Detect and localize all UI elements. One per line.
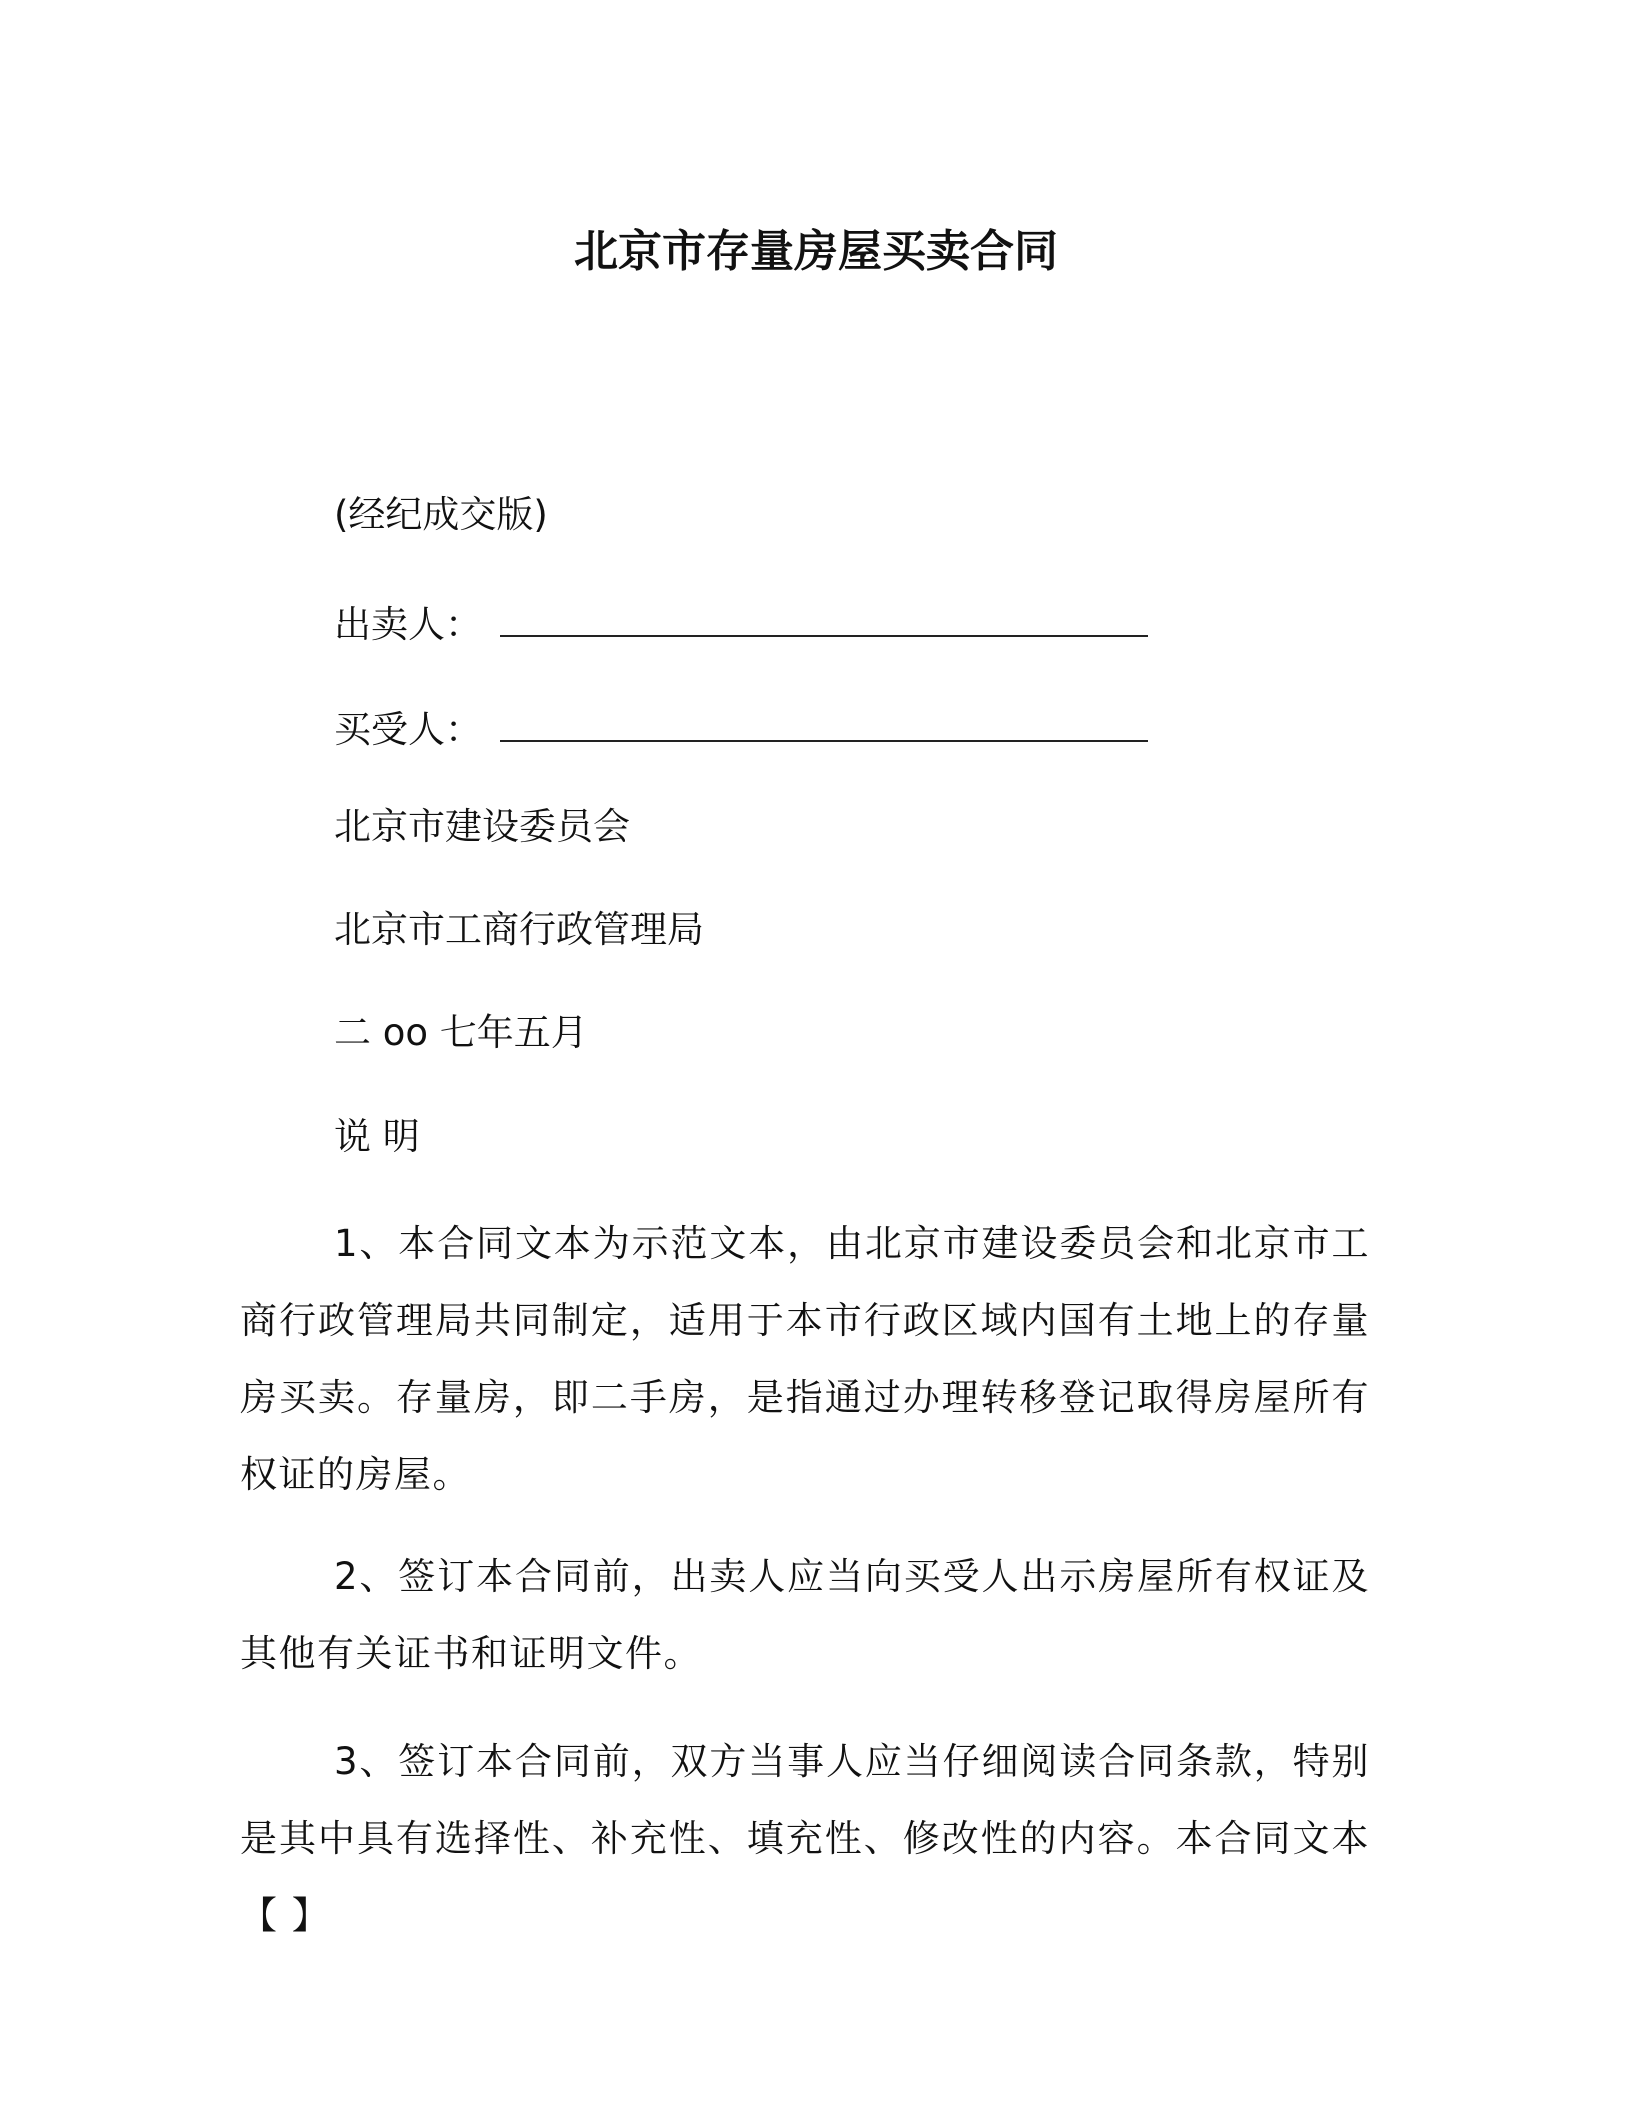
- note-paragraph-1: 1、本合同文本为示范文本，由北京市建设委员会和北京市工商行政管理局共同制定，适用于本市行政区域内国有土地上的存量房买卖。存量房，即二手房，是指通过办理转移登记取得房屋所有权证的房屋。: [240, 1222, 1370, 1496]
- note-paragraph-2: 2、签订本合同前，出卖人应当向买受人出示房屋所有权证及其他有关证书和证明文件。: [240, 1555, 1370, 1675]
- buyer-line: [334, 705, 1148, 755]
- document-date: 二 oo 七年五月: [334, 1011, 588, 1054]
- seller-blank: [500, 607, 1148, 637]
- buyer-blank: [500, 712, 1148, 742]
- issuer-construction-committee: 北京市建设委员会: [334, 805, 630, 848]
- issuer-industry-commerce-bureau: 北京市工商行政管理局: [334, 908, 704, 951]
- seller-line: [334, 600, 1148, 650]
- seller-label: 出卖人：: [334, 603, 482, 646]
- note-paragraph-3: 3、签订本合同前，双方当事人应当仔细阅读合同条款，特别是其中具有选择性、补充性、填充性、修改性的内容。本合同文本【 】: [240, 1740, 1370, 1937]
- notes-heading: 说 明: [334, 1115, 420, 1158]
- buyer-label: 买受人：: [334, 708, 482, 751]
- document-title: 北京市存量房屋买卖合同: [574, 226, 1058, 277]
- edition-label: (经纪成交版): [334, 493, 548, 536]
